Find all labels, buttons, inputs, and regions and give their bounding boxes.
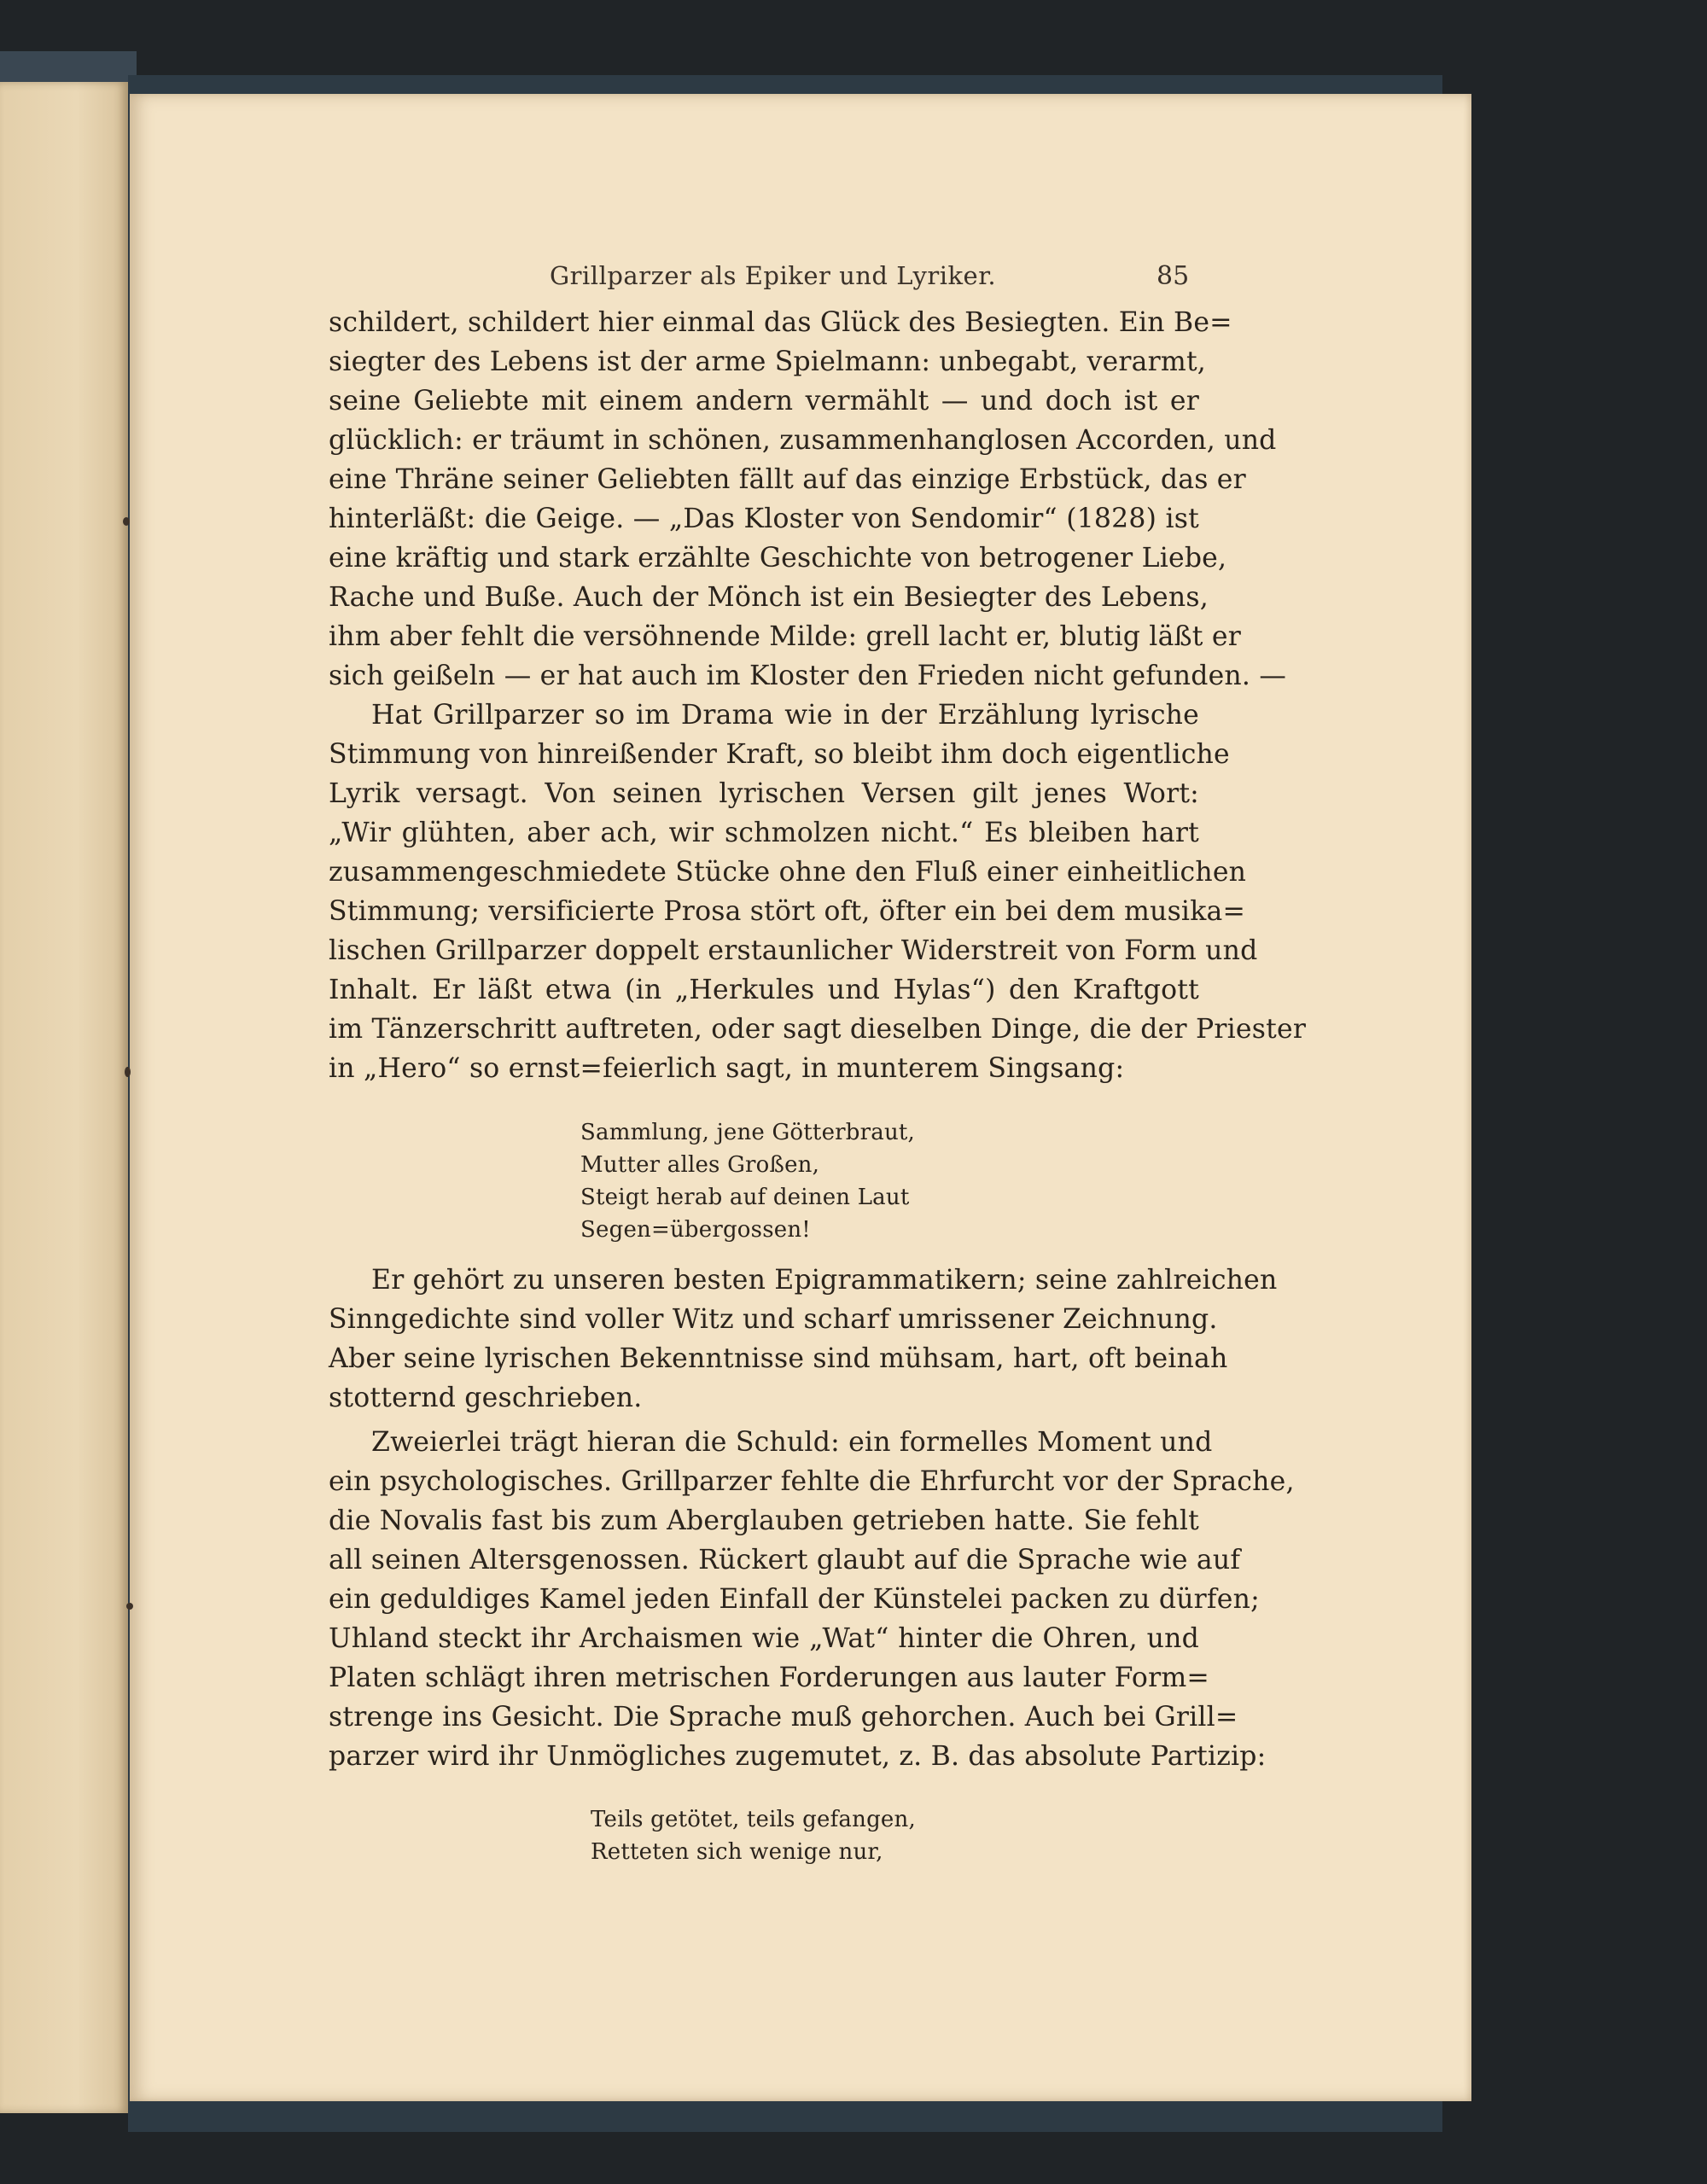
text-line: Rache und Buße. Auch der Mönch ist ein Besiegter des Lebens, [329, 582, 1209, 613]
text-line: siegter des Lebens ist der arme Spielmann: unbegabt, verarmt, [329, 347, 1207, 377]
text-line: Inhalt. Er läßt etwa (in „Herkules und Hylas“) den Kraftgott [329, 975, 1199, 1005]
text-line: ihm aber fehlt die versöhnende Milde: grell lacht er, blutig läßt er [329, 621, 1241, 652]
margin-speck [126, 1603, 133, 1610]
margin-speck [123, 517, 130, 526]
text-line: seine Geliebte mit einem andern vermählt — und doch ist er [329, 386, 1199, 416]
text-line: all seinen Altersgenossen. Rückert glaubt auf die Sprache wie auf [329, 1545, 1241, 1575]
verse-line: Steigt herab auf deinen Laut [580, 1185, 910, 1210]
text-line: Lyrik versagt. Von seinen lyrischen Versen gilt jenes Wort: [329, 778, 1199, 809]
verse-line: Mutter alles Großen, [580, 1152, 820, 1178]
text-line: Stimmung; versificierte Prosa stört oft, öfter ein bei dem musika= [329, 896, 1246, 927]
text-line: eine Thräne seiner Geliebten fällt auf das einzige Erbstück, das er [329, 464, 1246, 495]
running-head: Grillparzer als Epiker und Lyriker. [550, 261, 997, 290]
text-line: zusammengeschmiedete Stücke ohne den Fluß einer einheitlichen [329, 857, 1247, 888]
text-line: Stimmung von hinreißender Kraft, so bleibt ihm doch eigentliche [329, 739, 1230, 770]
verse-line: Retteten sich wenige nur, [591, 1839, 883, 1865]
text-line: schildert, schildert hier einmal das Glück des Besiegten. Ein Be= [329, 307, 1232, 338]
text-line: Uhland steckt ihr Archaismen wie „Wat“ hinter die Ohren, und [329, 1623, 1199, 1654]
text-line: eine kräftig und stark erzählte Geschichte von betrogener Liebe, [329, 543, 1227, 574]
text-line: Sinngedichte sind voller Witz und scharf umrissener Zeichnung. [329, 1304, 1218, 1335]
left-cover-edge [0, 51, 137, 85]
previous-page-edge [0, 82, 128, 2113]
text-line: Zweierlei trägt hieran die Schuld: ein formelles Moment und [371, 1427, 1213, 1458]
text-line: Er gehört zu unseren besten Epigrammatikern; seine zahlreichen [371, 1265, 1278, 1296]
text-line: Aber seine lyrischen Bekenntnisse sind mühsam, hart, oft beinah [329, 1343, 1228, 1374]
text-line: glücklich: er träumt in schönen, zusammenhanglosen Accorden, und [329, 425, 1277, 456]
page [130, 94, 1471, 2101]
text-line: ein geduldiges Kamel jeden Einfall der Künstelei packen zu dürfen; [329, 1584, 1260, 1615]
verse-line: Sammlung, jene Götterbraut, [580, 1120, 916, 1145]
text-line: ein psychologisches. Grillparzer fehlte die Ehrfurcht vor der Sprache, [329, 1466, 1295, 1497]
text-line: hinterläßt: die Geige. — „Das Kloster von Sendomir“ (1828) ist [329, 504, 1199, 534]
page-number: 85 [1156, 261, 1190, 291]
text-line: stotternd geschrieben. [329, 1383, 643, 1413]
text-line: strenge ins Gesicht. Die Sprache muß gehorchen. Auch bei Grill= [329, 1702, 1238, 1733]
text-line: sich geißeln — er hat auch im Kloster den Frieden nicht gefunden. — [329, 661, 1287, 691]
text-line: in „Hero“ so ernst=feierlich sagt, in munterem Singsang: [329, 1053, 1125, 1084]
margin-speck [125, 1067, 131, 1077]
text-line: parzer wird ihr Unmögliches zugemutet, z. B. das absolute Partizip: [329, 1741, 1267, 1772]
verse-line: Teils getötet, teils gefangen, [591, 1807, 916, 1832]
text-line: die Novalis fast bis zum Aberglauben getrieben hatte. Sie fehlt [329, 1506, 1199, 1536]
text-line: lischen Grillparzer doppelt erstaunlicher Widerstreit von Form und [329, 935, 1258, 966]
text-line: „Wir glühten, aber ach, wir schmolzen nicht.“ Es bleiben hart [329, 818, 1199, 848]
text-line: im Tänzerschritt auftreten, oder sagt dieselben Dinge, die der Priester [329, 1014, 1307, 1045]
text-line: Platen schlägt ihren metrischen Forderungen aus lauter Form= [329, 1663, 1210, 1693]
verse-line: Segen=übergossen! [580, 1217, 811, 1243]
text-line: Hat Grillparzer so im Drama wie in der Erzählung lyrische [371, 700, 1199, 731]
